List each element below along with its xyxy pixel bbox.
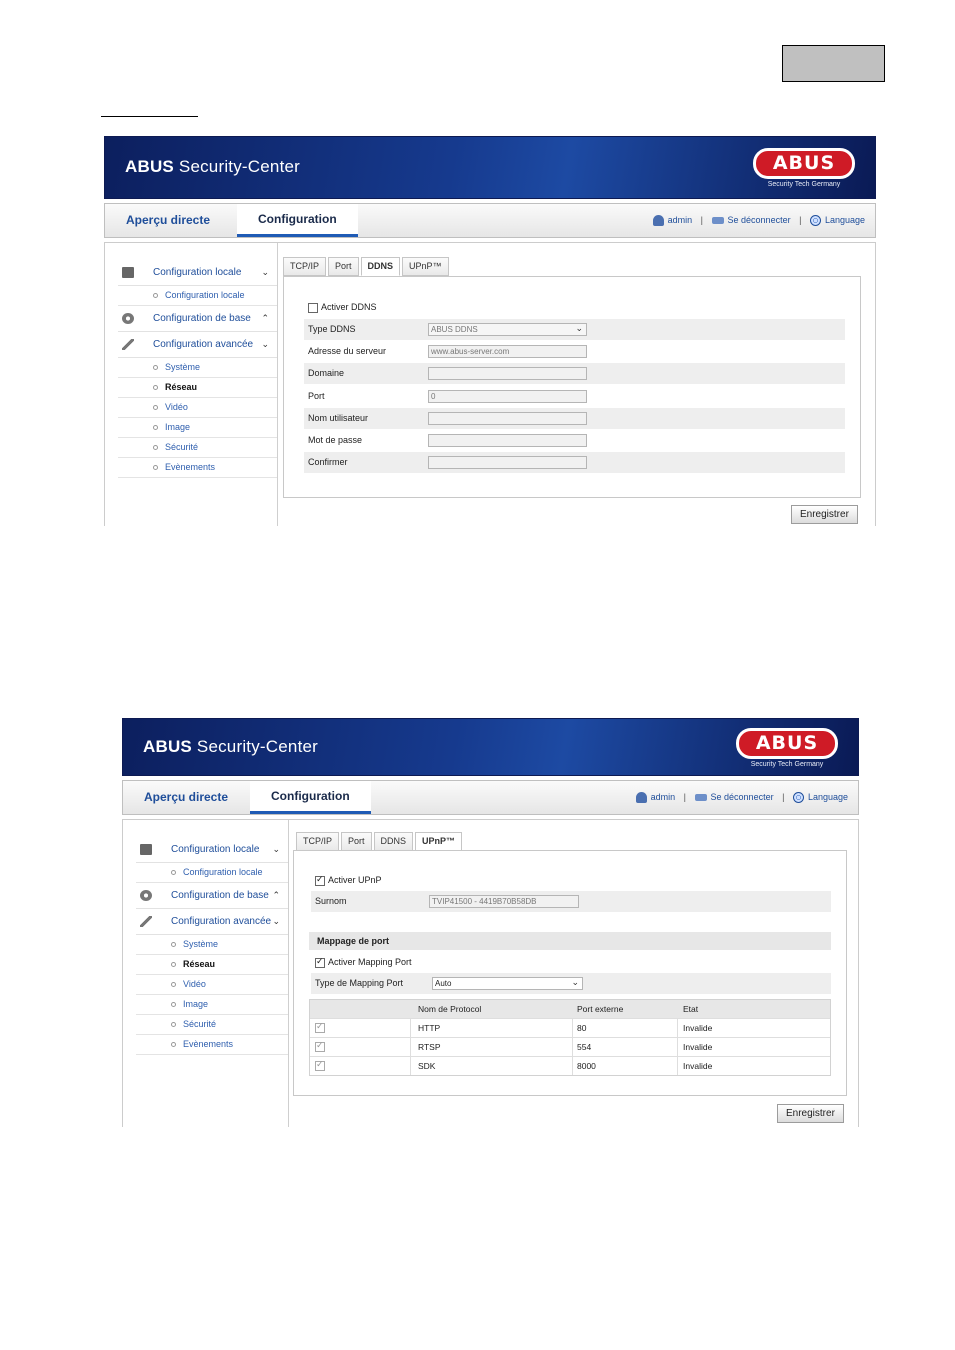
port-cell: 8000 <box>577 1061 596 1071</box>
port-mapping-table <box>309 999 831 1076</box>
sidebar-item-network[interactable]: Réseau <box>136 955 288 975</box>
globe-icon <box>793 792 804 803</box>
sidebar-item-security[interactable]: Sécurité <box>118 438 277 458</box>
ddns-port-row <box>304 386 845 407</box>
tab-live-view[interactable]: Aperçu directe <box>126 213 211 227</box>
menu-local-config[interactable]: Configuration locale ⌄ <box>118 260 277 286</box>
sidebar-item-events[interactable]: Evènements <box>136 1035 288 1055</box>
ddns-domain-label: Domaine <box>308 368 345 378</box>
port-cell: 80 <box>577 1023 587 1033</box>
user-bar: admin | Se déconnecter | Language <box>636 781 848 814</box>
user-link[interactable]: admin <box>667 215 693 225</box>
heading-underline <box>101 116 198 117</box>
main-nav <box>122 780 859 815</box>
chevron-down-icon: ⌄ <box>272 844 280 854</box>
app-window-upnp <box>122 718 859 1127</box>
gear-icon <box>122 313 134 324</box>
ddns-server-row <box>304 341 845 362</box>
language-link[interactable]: Language <box>807 792 848 802</box>
language-link[interactable]: Language <box>824 215 865 225</box>
table-header <box>310 1000 830 1018</box>
wrench-icon <box>140 916 152 927</box>
sidebar-item-network[interactable]: Réseau <box>118 378 277 398</box>
chevron-down-icon: ⌄ <box>571 977 579 987</box>
network-tabs <box>296 832 464 850</box>
ddns-type-select[interactable]: ABUS DDNS ⌄ <box>428 323 587 336</box>
ddns-enable-label: Activer DDNS <box>321 302 377 312</box>
row-checkbox[interactable] <box>315 1023 325 1033</box>
abus-logo: ABUS Security Tech Germany <box>753 148 855 188</box>
mapping-enable-checkbox[interactable] <box>315 958 325 968</box>
sidebar-item-image[interactable]: Image <box>136 995 288 1015</box>
user-icon <box>653 215 664 226</box>
logout-link[interactable]: Se déconnecter <box>710 792 774 802</box>
upnp-enable-label: Activer UPnP <box>328 875 382 885</box>
monitor-icon <box>122 267 134 278</box>
page-number-box <box>782 45 885 82</box>
save-button[interactable]: Enregistrer <box>777 1104 844 1123</box>
tab-live-view[interactable]: Aperçu directe <box>144 790 229 804</box>
save-button[interactable]: Enregistrer <box>791 505 858 524</box>
chevron-up-icon: ⌃ <box>272 890 280 900</box>
menu-local-config[interactable]: Configuration locale ⌄ <box>136 837 288 863</box>
monitor-icon <box>140 844 152 855</box>
ddns-enable-checkbox[interactable] <box>308 303 318 313</box>
tab-ddns[interactable]: DDNS <box>374 832 414 851</box>
app-title: ABUS Security-Center <box>143 737 319 756</box>
menu-local-config-sub[interactable]: Configuration locale <box>136 863 288 883</box>
logout-link[interactable]: Se déconnecter <box>727 215 791 225</box>
chevron-down-icon: ⌄ <box>261 339 269 349</box>
sidebar-item-events[interactable]: Evènements <box>118 458 277 478</box>
upnp-enable-checkbox[interactable] <box>315 876 325 886</box>
upnp-alias-label: Surnom <box>315 896 347 906</box>
state-cell: Invalide <box>683 1042 713 1052</box>
network-tabs <box>283 257 451 275</box>
ddns-password-input[interactable] <box>428 434 587 447</box>
ddns-confirm-label: Confirmer <box>308 457 348 467</box>
sidebar-item-image[interactable]: Image <box>118 418 277 438</box>
tab-port[interactable]: Port <box>341 832 372 851</box>
protocol-cell: HTTP <box>418 1023 441 1033</box>
chevron-up-icon: ⌃ <box>261 313 269 323</box>
col-external-port: Port externe <box>577 1004 624 1014</box>
mapping-type-select[interactable]: Auto ⌄ <box>432 977 583 990</box>
ddns-type-label: Type DDNS <box>308 324 356 334</box>
abus-logo: ABUS Security Tech Germany <box>736 728 838 768</box>
user-link[interactable]: admin <box>650 792 676 802</box>
main-nav <box>104 203 876 238</box>
sidebar-item-video[interactable]: Vidéo <box>136 975 288 995</box>
ddns-server-input[interactable]: www.abus-server.com <box>428 345 587 358</box>
upnp-alias-input[interactable]: TVIP41500 - 4419B70B58DB <box>429 895 579 908</box>
table-row <box>310 1018 830 1037</box>
ddns-panel <box>283 276 861 498</box>
upnp-alias-row <box>311 891 831 912</box>
state-cell: Invalide <box>683 1061 713 1071</box>
menu-basic-config[interactable]: Configuration de base ⌃ <box>136 883 288 909</box>
sidebar-item-system[interactable]: Système <box>118 358 277 378</box>
sidebar <box>105 243 278 526</box>
tab-upnp[interactable]: UPnP™ <box>402 257 449 276</box>
upnp-panel <box>293 850 847 1096</box>
sidebar <box>123 820 289 1127</box>
state-cell: Invalide <box>683 1023 713 1033</box>
table-row <box>310 1037 830 1056</box>
menu-local-config-sub[interactable]: Configuration locale <box>118 286 277 306</box>
app-window-ddns <box>104 136 876 526</box>
ddns-confirm-row <box>304 452 845 473</box>
chevron-down-icon: ⌄ <box>272 916 280 926</box>
protocol-cell: RTSP <box>418 1042 441 1052</box>
row-checkbox[interactable] <box>315 1061 325 1071</box>
logout-icon <box>712 217 724 224</box>
user-icon <box>636 792 647 803</box>
ddns-server-label: Adresse du serveur <box>308 346 387 356</box>
ddns-domain-input[interactable] <box>428 367 587 380</box>
ddns-domain-row <box>304 363 845 384</box>
tab-port[interactable]: Port <box>328 257 359 276</box>
protocol-cell: SDK <box>418 1061 436 1071</box>
chevron-down-icon: ⌄ <box>575 323 583 333</box>
ddns-user-row <box>304 408 845 429</box>
ddns-type-row <box>304 319 845 340</box>
ddns-password-row <box>304 430 845 451</box>
port-mapping-title: Mappage de port <box>309 932 831 950</box>
tab-upnp[interactable]: UPnP™ <box>415 832 462 851</box>
upnp-enable-row <box>311 870 831 891</box>
content-area <box>104 242 876 526</box>
ddns-confirm-input[interactable] <box>428 456 587 469</box>
mapping-enable-label: Activer Mapping Port <box>328 957 412 967</box>
wrench-icon <box>122 339 134 350</box>
ddns-enable-row <box>304 297 845 318</box>
header-banner <box>104 136 876 199</box>
ddns-password-label: Mot de passe <box>308 435 363 445</box>
mapping-type-label: Type de Mapping Port <box>315 978 404 988</box>
col-protocol: Nom de Protocol <box>418 1004 482 1014</box>
tab-configuration[interactable]: Configuration <box>250 781 371 814</box>
main-panel <box>293 820 858 1127</box>
table-row <box>310 1056 830 1075</box>
row-checkbox[interactable] <box>315 1042 325 1052</box>
mapping-enable-row <box>311 952 831 973</box>
menu-advanced-config[interactable]: Configuration avancée ⌄ <box>118 332 277 358</box>
user-bar: admin | Se déconnecter | Language <box>653 204 865 237</box>
main-panel <box>283 243 875 526</box>
sidebar-item-system[interactable]: Système <box>136 935 288 955</box>
sidebar-item-video[interactable]: Vidéo <box>118 398 277 418</box>
col-state: Etat <box>683 1004 699 1014</box>
tab-configuration[interactable]: Configuration <box>237 204 358 237</box>
app-title: ABUS Security-Center <box>125 157 301 176</box>
ddns-port-input[interactable]: 0 <box>428 390 587 403</box>
ddns-user-label: Nom utilisateur <box>308 413 369 423</box>
menu-advanced-config[interactable]: Configuration avancée ⌄ <box>136 909 288 935</box>
tab-tcpip[interactable]: TCP/IP <box>296 832 339 851</box>
sidebar-item-security[interactable]: Sécurité <box>136 1015 288 1035</box>
mapping-type-row <box>311 973 831 994</box>
logout-icon <box>695 794 707 801</box>
ddns-port-label: Port <box>308 391 325 401</box>
tab-ddns[interactable]: DDNS <box>361 257 401 276</box>
ddns-user-input[interactable] <box>428 412 587 425</box>
gear-icon <box>140 890 152 901</box>
menu-basic-config[interactable]: Configuration de base ⌃ <box>118 306 277 332</box>
content-area <box>122 819 859 1127</box>
tab-tcpip[interactable]: TCP/IP <box>283 257 326 276</box>
port-cell: 554 <box>577 1042 592 1052</box>
chevron-down-icon: ⌄ <box>261 267 269 277</box>
globe-icon <box>810 215 821 226</box>
header-banner <box>122 718 859 776</box>
